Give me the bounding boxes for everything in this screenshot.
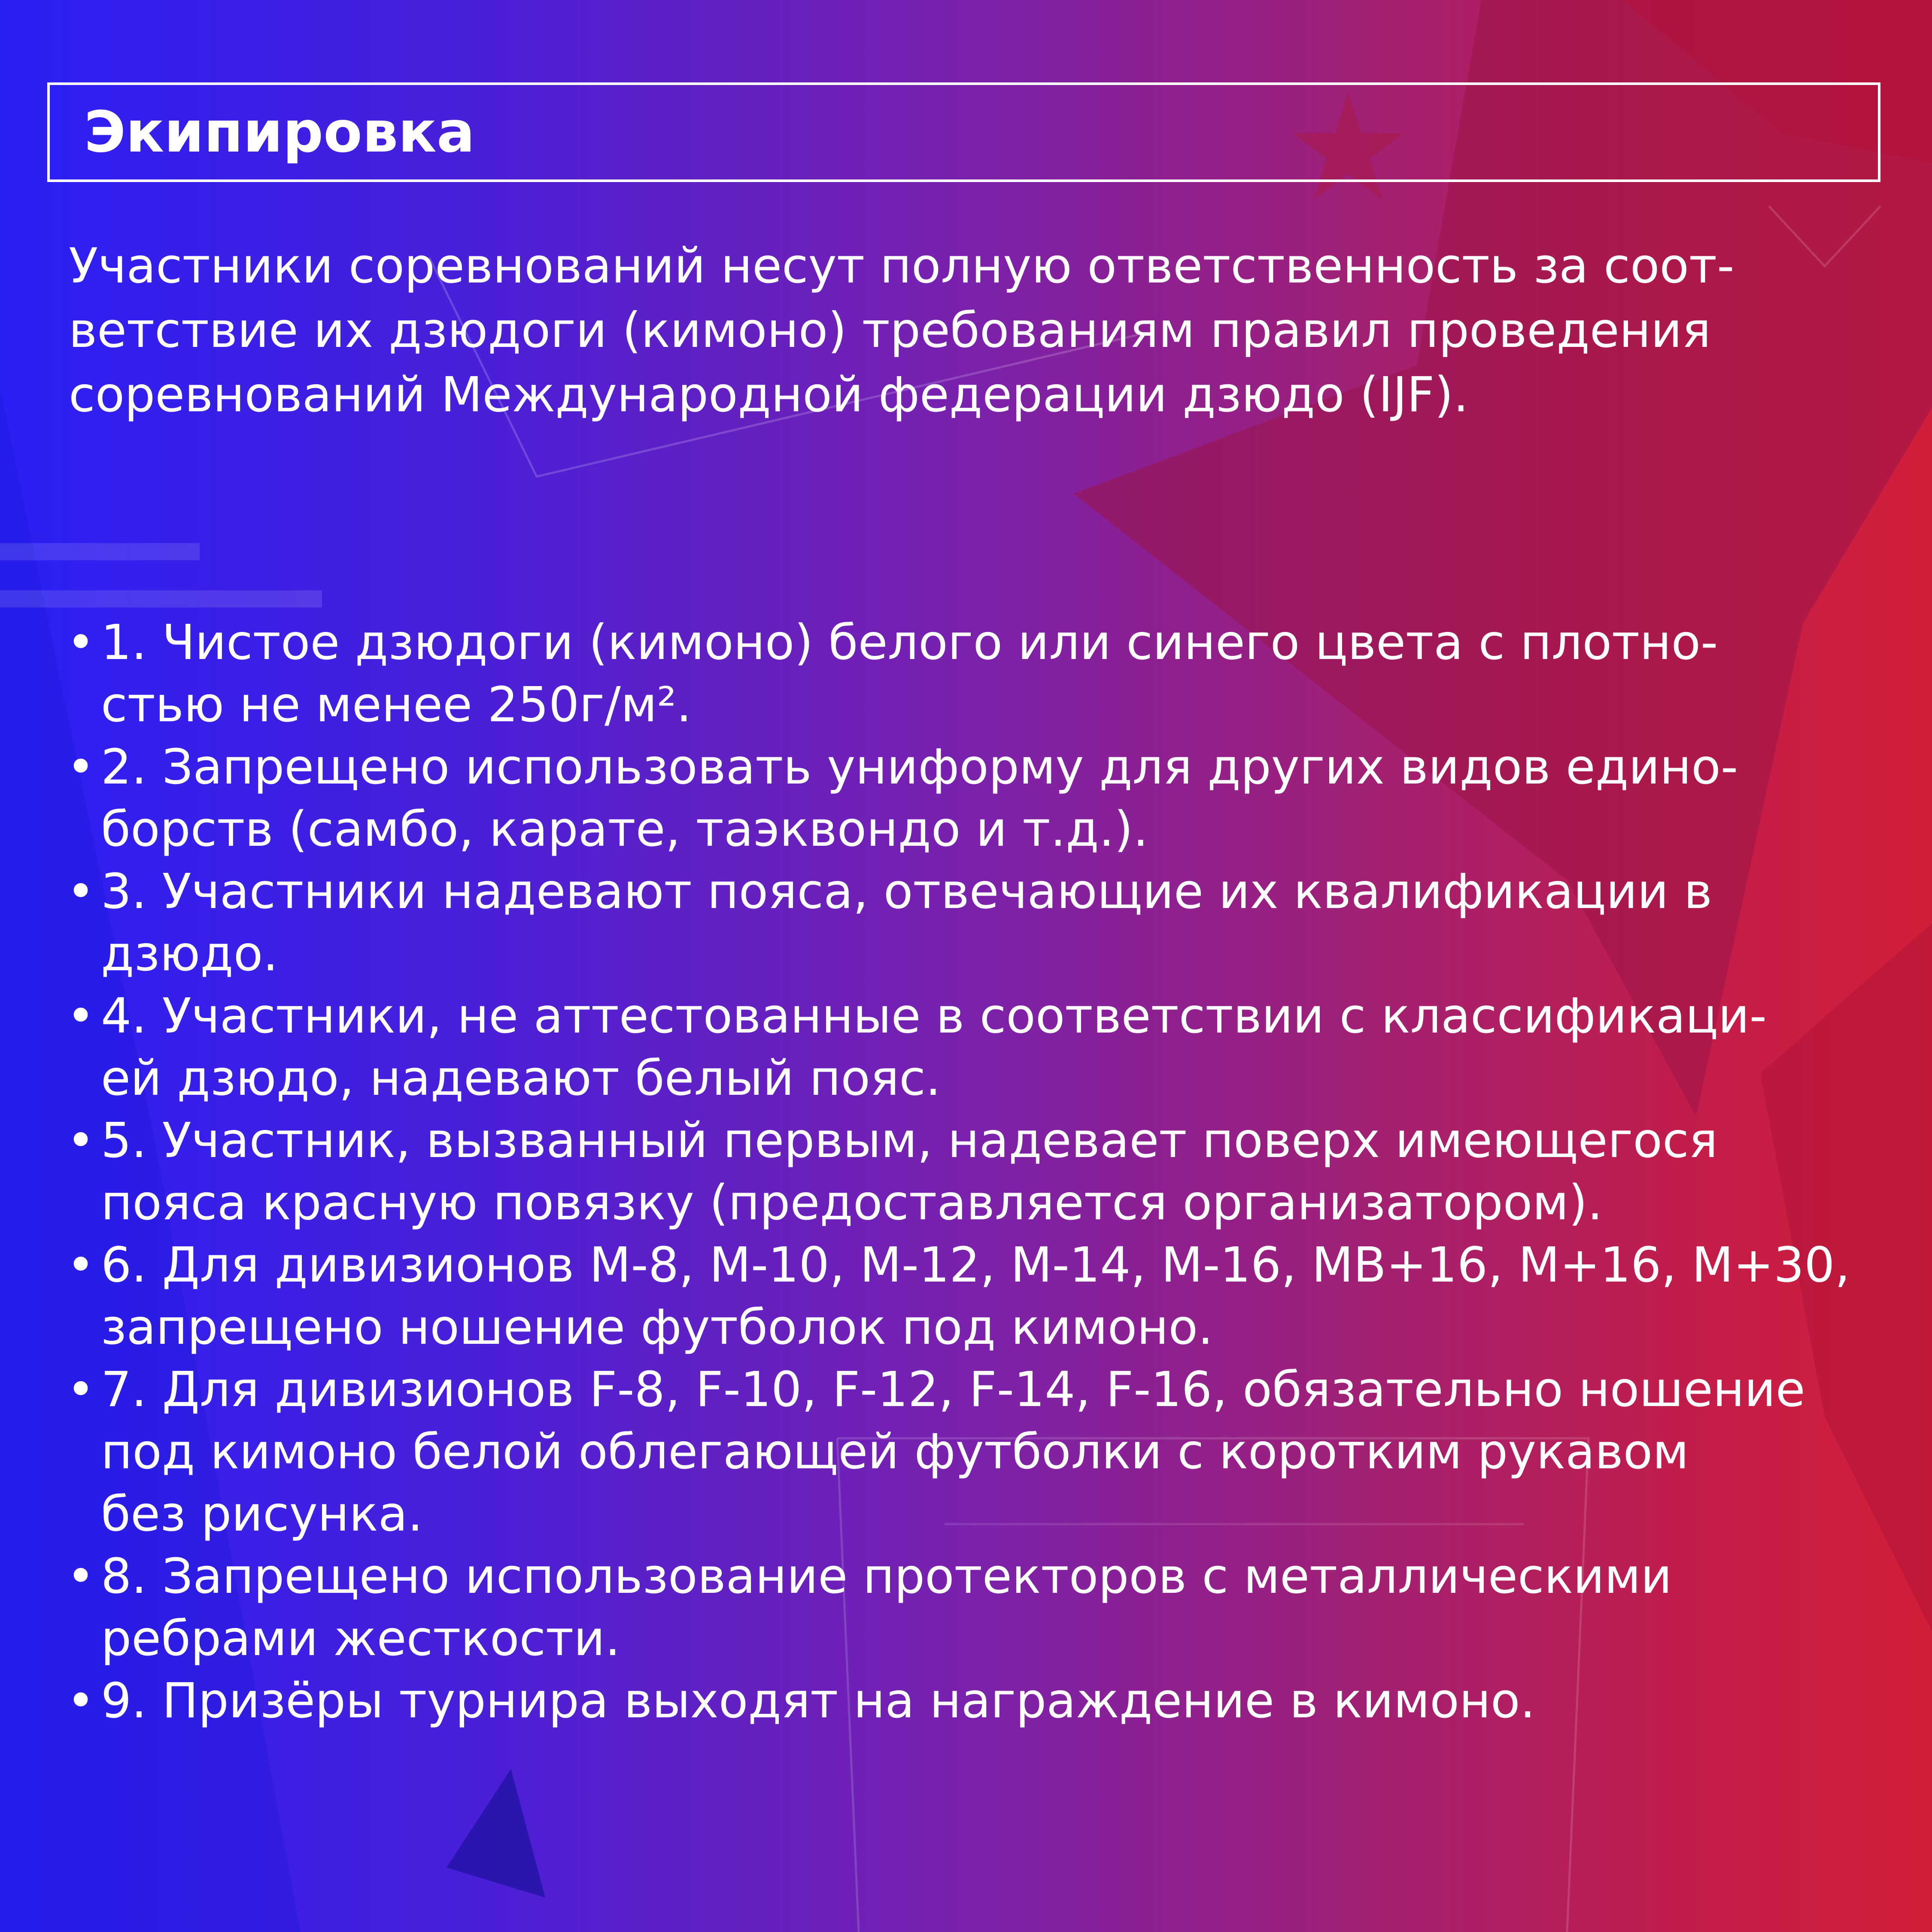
list-item bbox=[67, 1670, 1896, 1732]
rules-list bbox=[67, 612, 1896, 1732]
title-box bbox=[47, 82, 1880, 182]
list-item bbox=[67, 1110, 1896, 1234]
rule-text: 2. Запрещено использовать униформу для других видов едино- борств (самбо, карате, таэквондо и т.д.). bbox=[101, 739, 1738, 857]
rule-text: 3. Участники надевают пояса, отвечающие их квалификации в дзюдо. bbox=[101, 864, 1713, 982]
list-item bbox=[67, 1234, 1896, 1359]
list-item bbox=[67, 612, 1896, 736]
rule-text: 7. Для дивизионов F-8, F-10, F-12, F-14, F-16, обязательно ношение под кимоно белой облегающей футболки с коротким рукавом без рисунка. bbox=[101, 1362, 1805, 1542]
bullet-icon: • bbox=[67, 1362, 95, 1418]
list-item bbox=[67, 861, 1896, 985]
background-bar bbox=[0, 590, 322, 608]
page-title: Экипировка bbox=[84, 99, 475, 165]
bullet-icon: • bbox=[67, 1549, 95, 1604]
rule-text: 5. Участник, вызванный первым, надевает поверх имеющегося пояса красную повязку (предоставляется организатором). bbox=[101, 1113, 1718, 1231]
background-bar bbox=[0, 543, 200, 560]
list-item bbox=[67, 985, 1896, 1110]
bullet-icon: • bbox=[67, 988, 95, 1044]
bullet-icon: • bbox=[67, 615, 95, 671]
list-item bbox=[67, 1546, 1896, 1670]
rule-text: 8. Запрещено использование протекторов с металлическими ребрами жесткости. bbox=[101, 1549, 1672, 1667]
rule-text: 6. Для дивизионов М-8, М-10, М-12, М-14, М-16, МВ+16, М+16, М+30, запрещено ношение футболок под кимоно. bbox=[101, 1237, 1850, 1355]
bullet-icon: • bbox=[67, 864, 95, 920]
intro-paragraph: Участники соревнований несут полную ответственность за соот- ветствие их дзюдоги (кимоно) требованиям правил проведения соревнований Международной федерации дзюдо (IJF). bbox=[69, 238, 1735, 423]
bullet-icon: • bbox=[67, 739, 95, 795]
bullet-icon: • bbox=[67, 1673, 95, 1729]
bullet-icon: • bbox=[67, 1113, 95, 1169]
background-triangle-shape bbox=[447, 1769, 545, 1898]
rule-text: 1. Чистое дзюдоги (кимоно) белого или синего цвета с плотно- стью не менее 250г/м². bbox=[101, 615, 1718, 733]
list-item bbox=[67, 736, 1896, 861]
list-item bbox=[67, 1359, 1896, 1546]
bullet-icon: • bbox=[67, 1237, 95, 1293]
rule-text: 9. Призёры турнира выходят на награждение в кимоно. bbox=[101, 1673, 1536, 1729]
rule-text: 4. Участники, не аттестованные в соответствии с классификаци- ей дзюдо, надевают белый пояс. bbox=[101, 988, 1767, 1106]
